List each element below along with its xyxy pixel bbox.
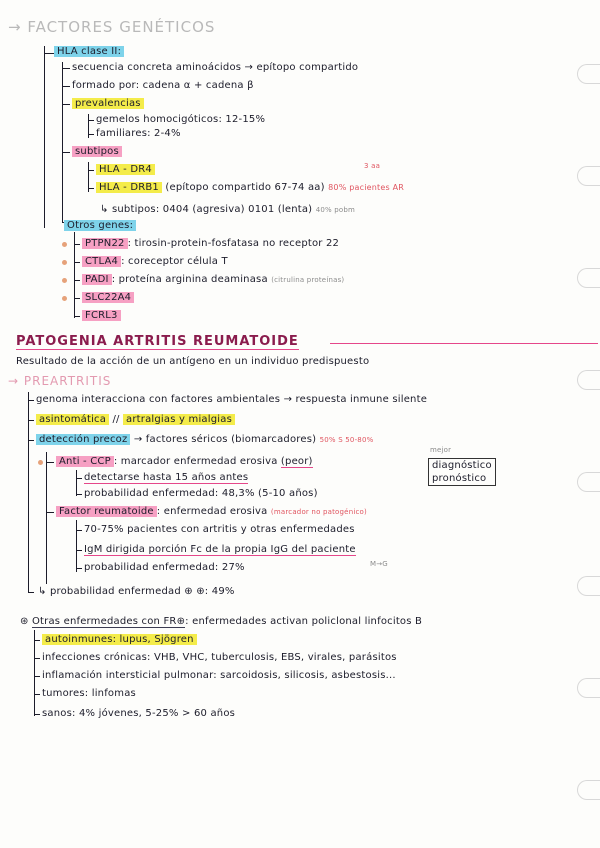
otras-item: infecciones crónicas: VHB, VHC, tuberculosis, EBS, virales, parásitos <box>42 652 397 663</box>
prob-both: ↳ probabilidad enfermedad ⊕ ⊕: 49% <box>38 586 235 597</box>
gene-item: CTLA4 : coreceptor célula T <box>82 256 228 268</box>
tree-line <box>44 46 45 228</box>
otros-genes-label: Otros genes: <box>64 220 136 232</box>
fr-prob: probabilidad enfermedad: 27% <box>84 562 245 573</box>
bullet-dot <box>62 242 67 247</box>
prevalencia-familiares: familiares: 2-4% <box>96 128 181 139</box>
otras-item: inflamación intersticial pulmonar: sarcoidosis, silicosis, asbestosis... <box>42 670 396 681</box>
asintomatica-line: asintomática // artralgias y mialgias <box>36 414 235 426</box>
hla-label: HLA clase II: <box>54 46 124 58</box>
hla-drb1: HLA - DRB1 (epítopo compartido 67-74 aa) 80% pacientes AR <box>96 182 404 194</box>
bullet-dot <box>62 260 67 265</box>
title-rule <box>330 343 598 344</box>
fr-70: 70-75% pacientes con artritis y otras enfermedades <box>84 524 355 535</box>
otras-item: tumores: linfomas <box>42 688 136 699</box>
anti-ccp-line: Anti - CCP : marcador enfermedad erosiva (peor) <box>56 456 313 468</box>
deteccion-line: detección precoz → factores séricos (biomarcadores) 50% S 50-80% <box>36 434 373 446</box>
hla-formado: formado por: cadena α + cadena β <box>72 80 254 91</box>
subtipos-label: subtipos <box>72 146 122 158</box>
otras-item: autoinmunes: lupus, Sjögren <box>42 634 197 646</box>
gene-item: PTPN22 : tirosin-protein-fosfatasa no receptor 22 <box>82 238 339 250</box>
prevalencias-label: prevalencias <box>72 98 144 110</box>
otras-item: sanos: 4% jóvenes, 5-25% > 60 años <box>42 708 236 719</box>
bullet-dot <box>62 296 67 301</box>
hla-dr4: HLA - DR4 <box>96 164 155 176</box>
page-tab <box>577 64 600 84</box>
gene-item: SLC22A4 <box>82 292 134 304</box>
bullet-circle-icon: ⊛ <box>20 616 32 627</box>
hla-secuencia: secuencia concreta aminoácidos → epítopo compartido <box>72 62 359 73</box>
page-tab <box>577 576 600 596</box>
bullet-dot <box>62 278 67 283</box>
page-tab <box>577 166 600 186</box>
fr-igm: IgM dirigida porción Fc de la propia IgG del paciente <box>84 544 356 555</box>
gene-item: PADI : proteína arginina deaminasa (citrulina proteínas) <box>82 274 344 286</box>
diag-box: diagnóstico pronóstico <box>428 458 496 486</box>
section-title-genetic: → FACTORES GENÉTICOS <box>8 18 216 36</box>
deteccion-note-mejor: mejor <box>430 446 452 454</box>
page-tab <box>577 472 600 492</box>
fr-mg: M→G <box>370 560 388 568</box>
page-tab <box>577 268 600 288</box>
ccp-detect: detectarse hasta 15 años antes <box>84 472 249 483</box>
fr-line: Factor reumatoide : enfermedad erosiva (marcador no patogénico) <box>56 506 367 518</box>
page-tab <box>577 370 600 390</box>
patogenia-resultado: Resultado de la acción de un antígeno en un individuo predispuesto <box>16 356 370 367</box>
gene-item: FCRL3 <box>82 310 121 322</box>
otras-header: ⊛ Otras enfermedades con FR⊕: enfermedades activan policlonal linfocitos B <box>20 616 423 627</box>
preartritis-title: → PREARTRITIS <box>8 374 112 388</box>
page-tab <box>577 678 600 698</box>
prevalencia-gemelos: gemelos homocigóticos: 12-15% <box>96 114 266 125</box>
ccp-prob: probabilidad enfermedad: 48,3% (5-10 años) <box>84 488 318 499</box>
genoma-line: genoma interacciona con factores ambientales → respuesta inmune silente <box>36 394 428 405</box>
subtipos-line: ↳ subtipos: 0404 (agresiva) 0101 (lenta) 40% pobm <box>100 204 356 215</box>
dr81-note-top: 3 aa <box>364 162 381 170</box>
page-tab <box>577 780 600 800</box>
section-title-patogenia: PATOGENIA ARTRITIS REUMATOIDE <box>16 334 299 349</box>
